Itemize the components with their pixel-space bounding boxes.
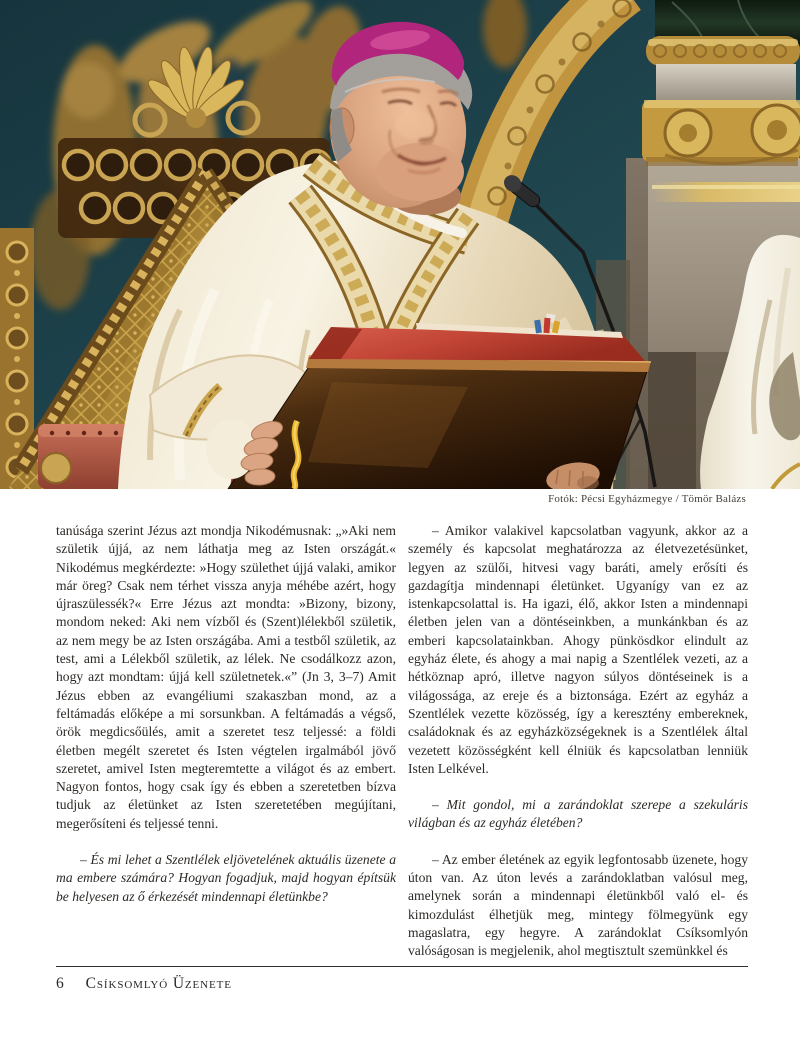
paragraph: – Az ember életének az egyik legfontosabb üzenete, hogy úton van. Az úton levés a zarándoklatban valósul meg, amelynek során a mindennapi életünkből való el- és kimozdulást élhetjük meg, mintegy fölmegyünk egy magaslatra, egy hegyre. A zarándoklat Csíksomlyón valóságosan is megjelenik, ahol megtisztult szemünkkel és <box>408 851 748 959</box>
paragraph: tanúsága szerint Jézus azt mondja Nikodémusnak: „»Aki nem születik újjá, az nem láthatja meg az Isten országát.« Nikodémus megkérdezte: »Hogy születhet újjá valaki, amikor már öreg? Csak nem térhet vissza anyja méhébe azért, hogy újraszülessék?« Erre Jézus azt mondta: »Bizony, bizony, mondom neked: Aki nem vízből és (Szent)lélekből születik, az nem megy be az Isten országába. Ami a testből születik, az test, ami a Lélekből születik, az lélek. Ne csodálkozz azon, hogy azt mondtam: újjá kell születnetek.«” (Jn 3, 3–7) Amit Jézus ebben az evangéliumi szakaszban mond, az a feltámadás előképe a mi sorsunkban. A feltámadás a végső, örök megdicsőülés, amit a szeretet tesz teljessé: a földi életben megélt szeretet és Isten végtelen irgalmából jövő szeretet, amivel Isten megteremtette a világot és az embert. Nagyon fontos, hogy csak így és ebben a szeretetben bízva tudjuk az életünket az Isten szeretetében megújítani, megerősíteni és teljessé tenni. <box>56 523 396 831</box>
interview-question: – Mit gondol, mi a zarándoklat szerepe a szekuláris világban és az egyház életében? <box>408 797 748 831</box>
article-photo <box>0 0 800 489</box>
interview-question: – És mi lehet a Szentlélek eljövetelének aktuális üzenete a ma embere számára? Hogyan fogadjuk, majd hogyan építsük be helyesen az ő érkezését mindennapi életünkbe? <box>56 852 396 904</box>
page-number: 6 <box>56 975 65 992</box>
article-left-column <box>56 522 396 961</box>
gilt-armrest-knob <box>41 453 71 483</box>
publication-title: Csíksomlyó Üzenete <box>85 975 232 992</box>
paragraph: – Amikor valakivel kapcsolatban vagyunk, akkor az a személy és kapcsolat meghatározza az életvezetésünket, legyen az szülői, hitvesi vagy baráti, amely erősíti és gazdagítja mindennapi életünket. Ugyanígy van ez az istenkapcsolattal is. Ha igazi, élő, akkor Isten a mindennapi életben jelen van a döntéseinkben, a munkánkban és az emberi kapcsolatainkban. Ahogy pünkösdkor elindult az egyház élete, és ahogy a mai napig a Szentlélek vezeti, az a hétköznap apró, illetve nagyon súlyos döntéseinek is a világossága, az ereje és a biztonsága. Ezért az egyház a Szentlélek vezette közösség, így a keresztény embereknek, családoknak és az egyházközségeknek is a Szentlélek által vezetett közösségként kell élniük és kapcsolatban lenniük Isten Lelkével. <box>408 523 748 776</box>
article-right-column <box>408 522 748 961</box>
footer-rule <box>56 966 748 967</box>
photo-credit: Fotók: Pécsi Egyházmegye / Tömör Balázs <box>548 493 746 505</box>
church-photo-illustration <box>0 0 800 489</box>
article-body <box>56 522 748 961</box>
page-footer <box>56 975 232 993</box>
